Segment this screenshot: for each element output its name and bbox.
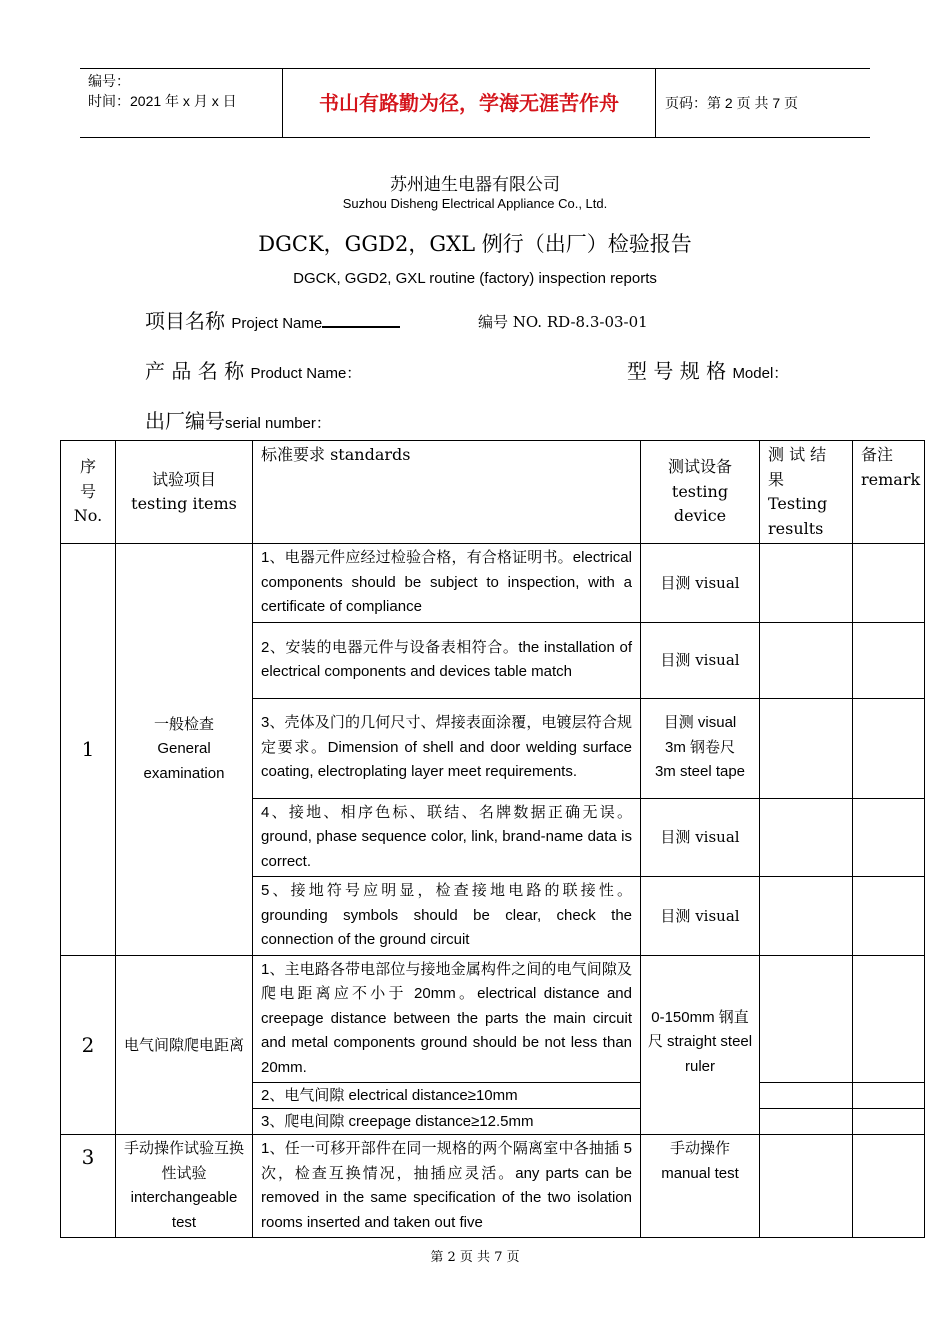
standard-cell: 1、主电路各带电部位与接地金属构件之间的电气间隙及爬电距离应不小于 20mm。electrical distance and creepage distance between the parts the main circuit and metal components ground should be not less than 20mm. bbox=[253, 955, 641, 1083]
device-cell: 目测 visual bbox=[641, 798, 760, 877]
header-results: 测 试 结 果 Testing results bbox=[760, 441, 853, 544]
group-item: 电气间隙爬电距离 bbox=[116, 955, 253, 1135]
remark-cell[interactable] bbox=[853, 1083, 925, 1109]
header-motto: 书山有路勤为径，学海无涯苦作舟 bbox=[319, 91, 619, 115]
header-standards: 标准要求 standards bbox=[253, 441, 641, 544]
remark-cell[interactable] bbox=[853, 698, 925, 798]
result-cell[interactable] bbox=[760, 877, 853, 956]
company-name-en: Suzhou Disheng Electrical Appliance Co., Ltd. bbox=[342, 196, 608, 211]
table-row bbox=[61, 544, 925, 623]
model-label-en: Model： bbox=[732, 365, 789, 382]
project-name-underline bbox=[322, 312, 400, 328]
group-number: 3 bbox=[61, 1135, 116, 1238]
model-field bbox=[627, 355, 788, 384]
group-number: 2 bbox=[61, 955, 116, 1135]
remark-cell[interactable] bbox=[853, 798, 925, 877]
header-info bbox=[88, 71, 283, 111]
project-name-label-en: Project Name bbox=[231, 315, 323, 332]
table-header-row bbox=[61, 441, 925, 544]
model-label-cn: 型 号 规 格 bbox=[627, 359, 727, 383]
device-cell: 目测 visual 3m 钢卷尺 3m steel tape bbox=[641, 698, 760, 798]
serial-label-en: serial number： bbox=[225, 415, 331, 432]
result-cell[interactable] bbox=[760, 798, 853, 877]
device-cell: 目测 visual bbox=[641, 622, 760, 698]
group-item: 手动操作试验互换性试验 interchangeable test bbox=[116, 1135, 253, 1238]
group-number: 1 bbox=[61, 544, 116, 956]
page-footer: 第 2 页 共 7 页 bbox=[430, 1250, 520, 1265]
result-cell[interactable] bbox=[760, 955, 853, 1083]
doc-number-label: 编号： bbox=[88, 73, 130, 89]
standard-cell: 2、安装的电器元件与设备表相符合。the installation of electrical components and devices table match bbox=[253, 622, 641, 698]
result-cell[interactable] bbox=[760, 1083, 853, 1109]
result-cell[interactable] bbox=[760, 698, 853, 798]
device-cell: 目测 visual bbox=[641, 877, 760, 956]
serial-number-field bbox=[145, 405, 331, 434]
remark-cell[interactable] bbox=[853, 955, 925, 1083]
standard-cell: 1、电器元件应经过检验合格，有合格证明书。electrical components should be subject to inspection, with a certificate of compliance bbox=[253, 544, 641, 623]
remark-cell[interactable] bbox=[853, 1135, 925, 1238]
result-cell[interactable] bbox=[760, 1109, 853, 1135]
standard-cell: 4、接地、相序色标、联结、名牌数据正确无误。ground, phase sequence color, link, brand-name data is correct. bbox=[253, 798, 641, 877]
standard-cell: 2、电气间隙 electrical distance≥10mm bbox=[253, 1083, 641, 1109]
table-row bbox=[61, 1135, 925, 1238]
header-page-label: 页码：第 2 页 共 7 页 bbox=[665, 95, 799, 111]
product-name-field bbox=[145, 355, 361, 384]
report-title-cn: DGCK，GGD2，GXL 例行（出厂）检验报告 bbox=[258, 232, 692, 256]
result-cell[interactable] bbox=[760, 622, 853, 698]
doc-no: 编号 NO. RD-8.3-03-01 bbox=[478, 313, 648, 331]
device-cell: 0-150mm 钢直尺 straight steel ruler bbox=[641, 955, 760, 1135]
header-device: 测试设备 testing device bbox=[641, 441, 760, 544]
remark-cell[interactable] bbox=[853, 877, 925, 956]
report-title-en: DGCK, GGD2, GXL routine (factory) inspection reports bbox=[293, 270, 657, 287]
standard-cell: 1、任一可移开部件在同一规格的两个隔离室中各抽插 5 次，检查互换情况，抽插应灵活。any parts can be removed in the same specification of the two isolation rooms inserted and taken out five bbox=[253, 1135, 641, 1238]
result-cell[interactable] bbox=[760, 544, 853, 623]
project-name-label-cn: 项目名称 bbox=[145, 309, 225, 333]
product-name-label-en: Product Name： bbox=[250, 365, 362, 382]
inspection-table bbox=[60, 440, 925, 1238]
header-item: 试验项目 testing items bbox=[116, 441, 253, 544]
standard-cell: 5、接地符号应明显，检查接地电路的联接性。grounding symbols should be clear, check the connection of the ground circuit bbox=[253, 877, 641, 956]
header-remark: 备注 remark bbox=[853, 441, 925, 544]
remark-cell[interactable] bbox=[853, 622, 925, 698]
standard-cell: 3、爬电间隙 creepage distance≥12.5mm bbox=[253, 1109, 641, 1135]
device-cell: 目测 visual bbox=[641, 544, 760, 623]
result-cell[interactable] bbox=[760, 1135, 853, 1238]
company-name-cn: 苏州迪生电器有限公司 bbox=[390, 175, 560, 195]
header-divider bbox=[655, 69, 656, 137]
header-seq: 序 号 No. bbox=[61, 441, 116, 544]
serial-label-cn: 出厂编号 bbox=[145, 409, 225, 433]
product-name-label-cn: 产 品 名 称 bbox=[145, 359, 245, 383]
remark-cell[interactable] bbox=[853, 544, 925, 623]
standard-cell: 3、壳体及门的几何尺寸、焊接表面涂覆，电镀层符合规定要求。Dimension of shell and door welding surface coating, electroplating layer meet requirements. bbox=[253, 698, 641, 798]
remark-cell[interactable] bbox=[853, 1109, 925, 1135]
page-header bbox=[80, 68, 870, 138]
project-name-field bbox=[145, 305, 400, 334]
group-item: 一般检查 General examination bbox=[116, 544, 253, 956]
date-label: 时间：2021 年 x 月 x 日 bbox=[88, 93, 237, 109]
device-cell: 手动操作 manual test bbox=[641, 1135, 760, 1238]
table-row bbox=[61, 955, 925, 1083]
